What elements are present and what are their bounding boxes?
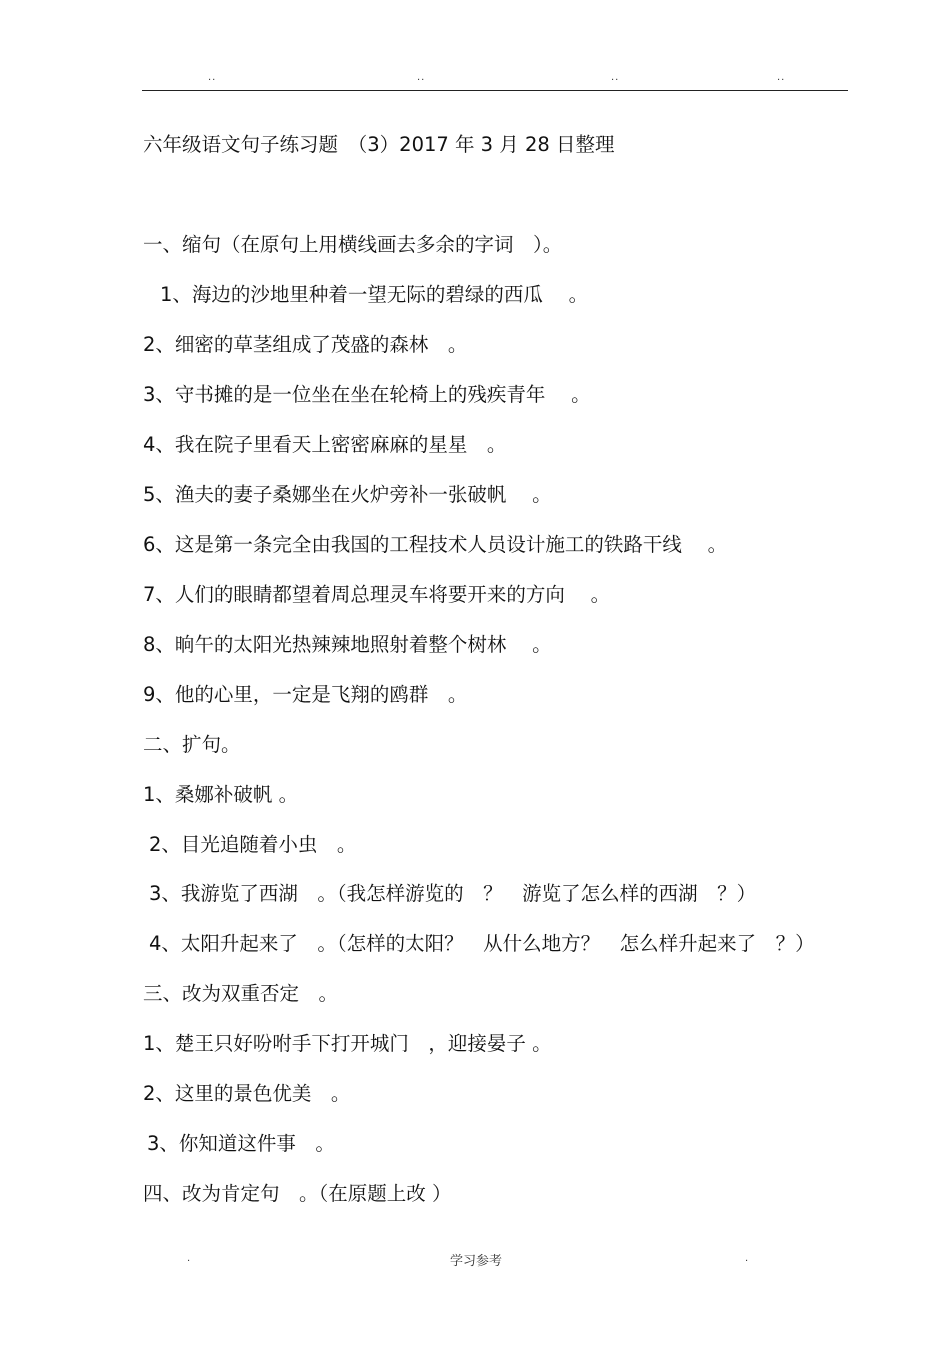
list-item: 7、人们的眼睛都望着周总理灵车将要开来的方向 。 (143, 583, 611, 606)
footer-label: 学习参考 (450, 1254, 503, 1269)
list-item: 3、我游览了西湖 。（我怎样游览的 ？ 游览了怎么样的西湖 ？） (149, 882, 757, 905)
section-heading: 三、改为双重否定 。 (143, 982, 339, 1005)
list-item: 3、你知道这件事 。 (147, 1132, 335, 1155)
header-divider (142, 90, 848, 91)
section-heading: 四、改为肯定句 。（在原题上改 ） (143, 1182, 452, 1205)
list-item: 2、细密的草茎组成了茂盛的森林 。 (143, 333, 468, 356)
list-item: 6、这是第一条完全由我国的工程技术人员设计施工的铁路干线 。 (143, 533, 728, 556)
list-item: 1、楚王只好吩咐手下打开城门 ，迎接晏子 。 (143, 1032, 552, 1055)
header-dots: .. (208, 72, 217, 83)
list-item: 1、桑娜补破帆 。 (143, 783, 299, 806)
list-item: 1、海边的沙地里种着一望无际的碧绿的西瓜 。 (160, 283, 589, 306)
document-title: 六年级语文句子练习题 （3）2017 年 3 月 28 日整理 (143, 133, 615, 156)
header-dots: .. (417, 72, 426, 83)
list-item: 2、目光追随着小虫 。 (149, 833, 357, 856)
list-item: 9、他的心里，一定是飞翔的鸥群 。 (143, 683, 468, 706)
footer-dot: . (745, 1253, 749, 1264)
list-item: 3、守书摊的是一位坐在坐在轮椅上的残疾青年 。 (143, 383, 591, 406)
list-item: 8、晌午的太阳光热辣辣地照射着整个树林 。 (143, 633, 552, 656)
header-dots: .. (777, 72, 786, 83)
list-item: 4、太阳升起来了 。（怎样的太阳？ 从什么地方？ 怎么样升起来了 ？） (149, 932, 815, 955)
list-item: 2、这里的景色优美 。 (143, 1082, 351, 1105)
list-item: 4、我在院子里看天上密密麻麻的星星 。 (143, 433, 507, 456)
section-heading: 一、缩句（在原句上用横线画去多余的字词 ）。 (143, 233, 563, 256)
header-dots: .. (611, 72, 620, 83)
list-item: 5、渔夫的妻子桑娜坐在火炉旁补一张破帆 。 (143, 483, 552, 506)
footer-dot: . (187, 1253, 191, 1264)
section-heading: 二、扩句。 (143, 733, 241, 756)
